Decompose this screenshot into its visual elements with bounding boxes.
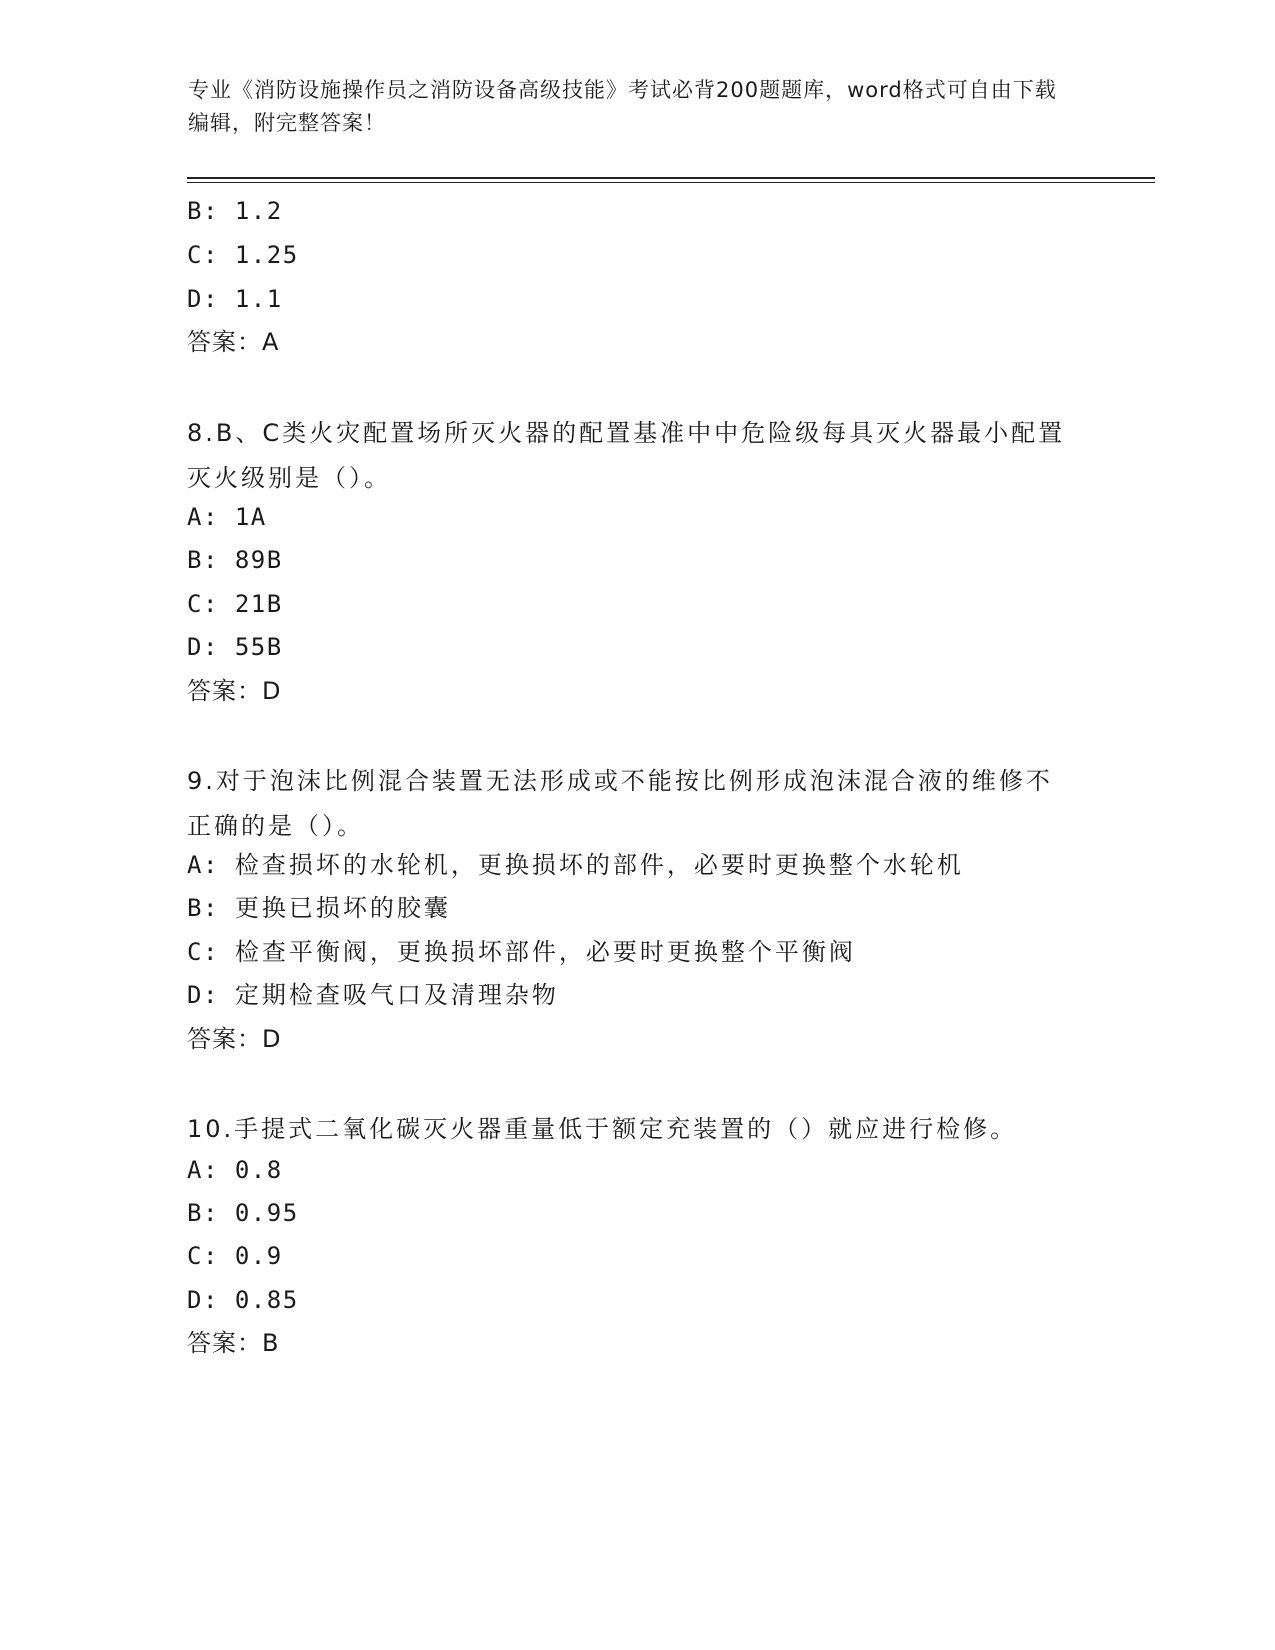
option-line (187, 545, 283, 575)
question-text: 8.B、C类火灾配置场所灭火器的配置基准中中危险级每具灭火器最小配置灭火级别是（）。 (187, 419, 1066, 492)
option-label: C: (187, 1242, 219, 1270)
option-text: 1A (234, 503, 267, 531)
option-line (187, 1198, 299, 1228)
option-text: 0.8 (234, 1156, 283, 1184)
option-label: C: (187, 938, 219, 966)
option-text: 更换已损坏的胶囊 (234, 894, 451, 922)
option-text: 21B (234, 590, 283, 618)
option-line (187, 1155, 283, 1185)
option-label: A: (187, 1156, 219, 1184)
option-label: C: (187, 241, 219, 269)
option-line (187, 502, 267, 532)
question-text: 10.手提式二氧化碳灭火器重量低于额定充装置的（）就应进行检修。 (187, 1115, 1018, 1143)
option-line (187, 850, 964, 880)
header-rule-thin (187, 182, 1155, 183)
option-line (187, 1241, 283, 1271)
option-line (187, 284, 283, 314)
option-text: 1.25 (234, 241, 299, 269)
document-header: 专业《消防设施操作员之消防设备高级技能》考试必背200题题库，word格式可自由下载编辑，附完整答案！ (188, 78, 1057, 135)
option-label: B: (187, 1199, 219, 1227)
option-label: D: (187, 633, 219, 661)
option-line (187, 632, 283, 662)
header-rule-thick (187, 177, 1155, 179)
option-text: 0.95 (234, 1199, 299, 1227)
answer-line: 答案：B (187, 1329, 280, 1357)
option-text: 0.9 (234, 1242, 283, 1270)
option-line (187, 240, 299, 270)
option-label: A: (187, 503, 219, 531)
option-text: 55B (234, 633, 283, 661)
option-label: D: (187, 981, 219, 1009)
option-label: C: (187, 590, 219, 618)
option-line (187, 937, 856, 967)
option-text: 检查平衡阀，更换损坏部件，必要时更换整个平衡阀 (234, 938, 856, 966)
option-line (187, 589, 283, 619)
option-text: 检查损坏的水轮机，更换损坏的部件，必要时更换整个水轮机 (234, 851, 964, 879)
option-line (187, 980, 559, 1010)
option-text: 1.1 (234, 285, 283, 313)
option-text: 定期检查吸气口及清理杂物 (234, 981, 559, 1009)
question-text: 9.对于泡沫比例混合装置无法形成或不能按比例形成泡沫混合液的维修不正确的是（）。 (187, 767, 1053, 840)
option-line (187, 1285, 299, 1315)
answer-line: 答案：D (187, 677, 282, 705)
option-line (187, 196, 283, 226)
answer-line: 答案：D (187, 1025, 282, 1053)
option-text: 89B (234, 546, 283, 574)
option-label: B: (187, 546, 219, 574)
option-line (187, 893, 451, 923)
option-label: D: (187, 1286, 219, 1314)
option-label: A: (187, 851, 219, 879)
option-label: D: (187, 285, 219, 313)
option-label: B: (187, 894, 219, 922)
option-text: 0.85 (234, 1286, 299, 1314)
answer-line: 答案：A (187, 328, 280, 356)
option-text: 1.2 (234, 197, 283, 225)
option-label: B: (187, 197, 219, 225)
